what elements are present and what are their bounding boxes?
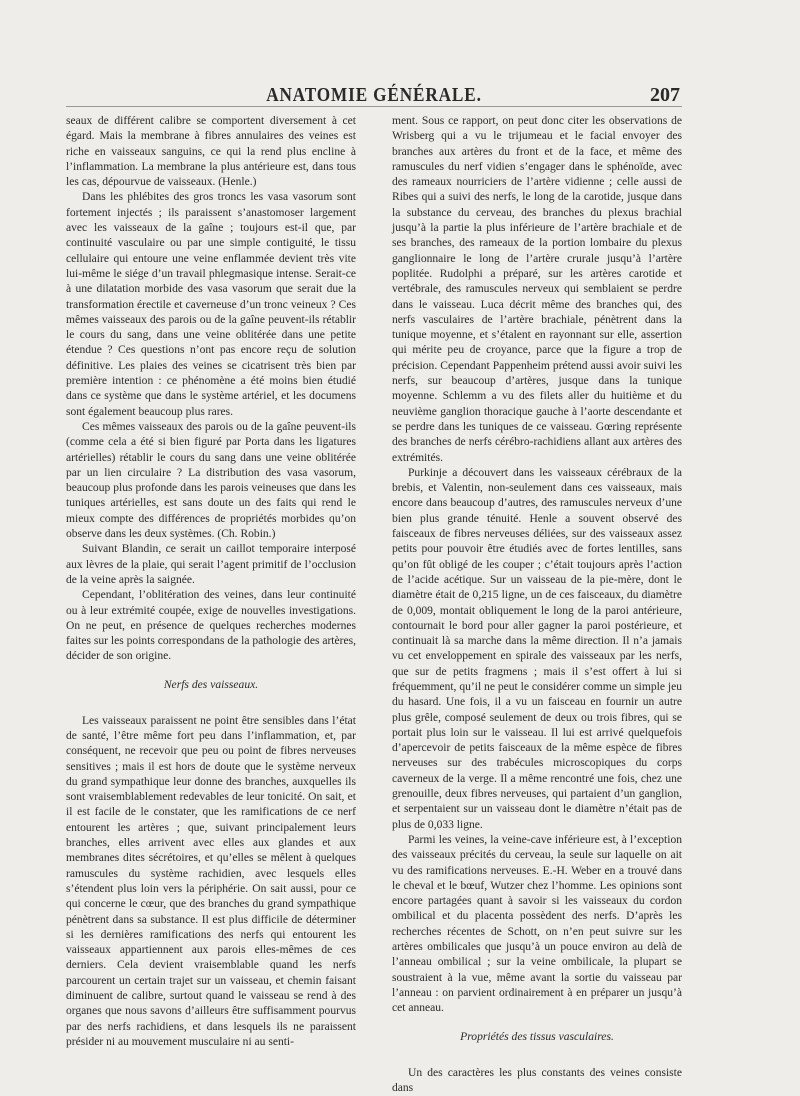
paragraph: ment. Sous ce rapport, on peut donc citer les observations de Wrisberg qui a vu le trijumeau et le facial envoyer des branches aux artères du front et de la face, et même des ramuscules du nerf vidien s’engager dans le sphénoïde, avec des rameaux nourriciers de l’artère vidienne ; celle aussi de Ribes qui a suivi des nerfs, le long de la carotide, jusque dans la substance du cerveau, des branches du plexus brachial jusqu’à la partie la plus inférieure de l’artère brachiale et de ses branches, des rameaux de la portion lombaire du plexus ganglionnaire le long de l’artère crurale jusqu’à l’artère poplitée. Rudolphi a préparé, sur les artères carotide et vertébrale, des ramuscules nerveux qui semblaient se perdre dans le vaisseau. Luca décrit même des branches qui, des nerfs vasculaires de l’artère brachiale, pénètrent dans la tunique moyenne, et s’étalent en rayonnant sur elle, assertion qui mérite peu de croyance, parce que la figure a trop de précision. Cependant Pappenheim prétend aussi avoir suivi les nerfs, sur beaucoup d’artères, jusque dans la tunique moyenne. Schlemm a vu des filets aller du huitième et du neuvième ganglion thoracique gauche à l’aorte descendante et se perdre dans les tuniques de ce vaisseau. Gœring représente des branches de nerfs cérébro-rachidiens allant aux artères des extrémités. (392, 115, 682, 464)
page-header (68, 84, 680, 112)
section-heading: Nerfs des vaisseaux. (163, 677, 259, 691)
page-number: 207 (650, 84, 680, 106)
paragraph: Un des caractères les plus constants des veines consiste dans (392, 1066, 682, 1094)
section-heading: Propriétés des tissus vasculaires. (460, 1029, 614, 1043)
paragraph: Les vaisseaux paraissent ne point être sensibles dans l’état de santé, l’être même fort peu dans l’inflammation, et, par conséquent, ne recevoir que peu ou point de fibres nerveuses sensitives ; mais il est hors de doute que le système nerveux du grand sympathique leur donne des branches, auxquelles ils sont vraisemblablement redevables de leur tonicité. On sait, et il est facile de le constater, que les ramifications de ce nerf entourent les artères ; que, suivant principalement leurs branches, elles arrivent avec elles aux glandes et aux membranes dites sécrétoires, et qu’elles se mêlent à quelques ramuscules du système rachidien, avec lesquels elles s’étendent plus loin vers la périphérie. On sait aussi, pour ce qui concerne le cœur, que des branches du grand sympathique pénètrent dans sa substance. Il est plus difficile de déterminer si les dernières ramifications des nerfs qui entourent les vaisseaux appartiennent aux parois elles-mêmes de ces derniers. Cela devient vraisemblable quand les nerfs parcourent un certain trajet sur un vaisseau, et chemin faisant diminuent de calibre, surtout quand le vaisseau se rend à des organes que nous savons d’ailleurs être suffisamment pourvus par des nerfs rachidiens, et dans lesquels ils ne paraissent présider ni au mouvement musculaire ni au senti- (66, 714, 356, 1048)
header-rule (66, 106, 682, 107)
left-column (66, 114, 356, 1050)
paragraph: Dans les phlébites des gros troncs les vasa vasorum sont fortement injectés ; ils paraissent s’anastomoser largement avec les vaisseaux de la gaîne ; toujours est-il que, par continuité vasculaire ou par une simple contiguité, le tissu cellulaire qui entoure une veine enflammée devient très vite lui-même le siége d’un travail phlegmasique intense. Serait-ce à une dilatation morbide des vasa vasorum que serait due la transformation érectile et caverneuse d’un tronc veineux ? Ces mêmes vaisseaux des parois ou de la gaîne peuvent-ils rétablir le cours du sang, dans une veine oblitérée dans une petite étendue ? Ces questions n’ont pas encore reçu de solution définitive. Les plaies des veines se cicatrisent très bien par première intention : ce phénomène a été moins bien étudié dans ce système que dans le système artériel, et les documens sont également beaucoup plus rares. (66, 191, 356, 418)
paragraph: seaux de différent calibre se comportent diversement à cet égard. Mais la membrane à fibres annulaires des veines est riche en vaisseaux sanguins, ce qui la rend plus encline à l’inflammation. La membrane la plus antérieure est, dans tous les cas, dépourvue de vaisseaux. (Henle.) (66, 115, 356, 189)
right-column (392, 114, 682, 1096)
paragraph: Parmi les veines, la veine-cave inférieure est, à l’exception des vaisseaux précités du cerveau, la seule sur laquelle on ait vu des ramifications nerveuses. E.-H. Weber en a trouvé dans le cheval et le bœuf, Wutzer chez l’homme. Les opinions sont encore partagées quant à savoir si les vaisseaux du cordon ombilical et du placenta possèdent des nerfs. D’après les recherches récentes de Schott, on n’en peut suivre sur les artères ombilicales que jusqu’à un pouce environ au delà de l’anneau ombilical ; sur la veine ombilicale, la plupart se soustraient à la vue, même avant la sortie du vaisseau par l’anneau : on parvient ordinairement à en préparer un jusqu’à cet anneau. (392, 833, 682, 1015)
running-title: ANATOMIE GÉNÉRALE. (266, 84, 482, 106)
paragraph: Purkinje a découvert dans les vaisseaux cérébraux de la brebis, et Valentin, non-seulement dans ces vaisseaux, mais encore dans beaucoup d’autres, des ramuscules nerveux d’une bien plus grande ténuité. Henle a souvent observé des faisceaux de fibres nerveuses déliées, sur des vaisseaux assez petits pour pouvoir être étudiés avec de fortes lentilles, sans qu’on fût obligé de les couper ; c’était toujours après l’action de l’acide acétique. Sur un vaisseau de la pie-mère, dont le diamètre était de 0,215 ligne, un de ces faisceaux, du diamètre de 0,009, montait obliquement le long de la paroi antérieure, contournait le bord pour aller gagner la paroi postérieure, et continuait là sa marche dans la même direction. Il n’a jamais vu cet enveloppement en spirale des vaisseaux par les nerfs, que sur de petits fragmens ; mais il s’est offert à lui si fréquemment, qu’il ne peut le considérer comme un simple jeu du hasard. Une fois, il a vu un faisceau en fournir un autre plus grêle, composé seulement de deux ou trois fibres, qui se portait plus loin sur le vaisseau. Il lui est arrivé quelquefois d’apercevoir de petits faisceaux de la même espèce de fibres nerveuses sur des trabécules microscopiques du corps caverneux de la verge. Il a même rencontré une fois, chez une grenouille, deux fibres nerveuses, qui partaient d’un ganglion, et serpentaient sur un vaisseau dont le diamètre n’était pas de plus de 0,033 ligne. (392, 466, 682, 831)
paragraph: Cependant, l’oblitération des veines, dans leur continuité ou à leur extrémité coupée, exige de nouvelles investigations. On ne peut, en présence de quelques recherches modernes faites sur les points correspondans de la pathologie des artères, décider de son origine. (66, 589, 356, 663)
paragraph: Ces mêmes vaisseaux des parois ou de la gaîne peuvent-ils (comme cela a été si bien figuré par Porta dans les ligatures artérielles) rétablir le cours du sang dans une veine oblitérée par un lien circulaire ? La distribution des vasa vasorum, beaucoup plus profonde dans les parois veineuses que dans les tuniques artérielles, est sans doute un des faits qui rend le mieux compte des différences de propriétés morbides qu’on observe dans les deux systèmes. (Ch. Robin.) (66, 420, 356, 541)
paragraph: Suivant Blandin, ce serait un caillot temporaire interposé aux lèvres de la plaie, qui serait l’agent primitif de l’occlusion de la veine après la saignée. (66, 543, 356, 586)
